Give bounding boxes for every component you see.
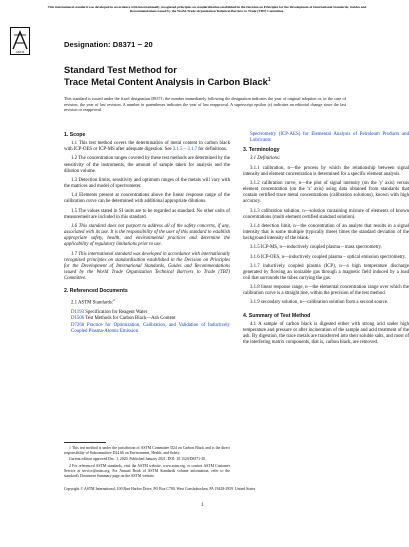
reference-d1193: D1193 Specification for Reagent Water	[71, 310, 148, 316]
paragraph-1-3: 1.3 Detection limits, sensitivity and optimum ranges of the metals will vary with the matrices and model of spectrometer.	[64, 177, 230, 190]
link-3-1-5[interactable]: 3.1.5 – 3.1.7	[172, 147, 198, 153]
left-column	[64, 132, 230, 335]
paragraph-1-7: 1.7 This international standard was developed in accordance with internationally recognized principles on standardization established in the Decision on Principles for the Development of International Standards, Guides and Recommendations issued by the World Trade Organization Technical Barriers to Trade (TBT) Committee.	[64, 251, 230, 282]
paragraph-1-5: 1.5 The values stated in SI units are to be regarded as standard. No other units of measurement are included in this standard.	[64, 208, 230, 220]
footnote-1: 1 This test method is under the jurisdiction of ASTM Committee D24 on Carbon Black and is the direct responsibility of Subcommittee D24.66 on Environment, Health, and Safety.	[64, 446, 230, 455]
definition-calibration-solution: 3.1.3 calibration solution, n—solution containing mixture of elements of known concentrations (multi element certified standard solution).	[243, 208, 409, 220]
section-heading-referenced-documents: 2. Referenced Documents	[64, 288, 128, 295]
paragraph-1-1: 1.1 This test method covers the determination of metal content in carbon black with ICP-OES or ICP-MS after adequate digestion. See 3.1.5 – 3.1.7 for definitions.	[64, 141, 230, 153]
footnote-1-edition: Current edition approved Dec. 1, 2020. Published January 2021. DOI: 10.1520/D8371-20.	[69, 457, 207, 462]
section-heading-scope: 1. Scope	[64, 132, 86, 138]
paragraph-1-6: 1.6 This standard does not purport to address all of the safety concerns, if any, associated with its use. It is the responsibility of the user of this standard to establish appropriate safety, health, and environmental practices and determine the applicability of regulatory limitations prior to use.	[64, 223, 230, 248]
link-d1193[interactable]: D1193	[71, 310, 85, 316]
definition-secondary-solution: 3.1.9 secondary solution, n—calibration solution from a second source.	[250, 300, 389, 306]
astm-logo	[10, 27, 30, 57]
footnote-divider	[64, 442, 106, 443]
page-number: 1	[201, 503, 204, 508]
title-line-2: Trace Metal Content Analysis in Carbon Black$^1$	[64, 76, 271, 88]
reference-d7260-continued[interactable]: Spectrometry (ICP-AES) for Elemental Analysis of Petroleum Products and Lubricants	[250, 132, 409, 144]
reference-d7260: D7260 Practice for Optimization, Calibration, and Validation of Inductively Coupled Plasma-Atomic Emission	[71, 322, 230, 334]
paragraph-1-2: 1.2 The concentration ranges covered by these test methods are determined by the sensitivity of the instruments, the amount of sample taken for analysis and the dilution volume.	[64, 156, 230, 174]
definition-calibration: 3.1.1 calibration, n—the process by which the relationship between signal intensity and element concentration is determined for a specific element analysis.	[243, 165, 409, 177]
document-title	[64, 64, 364, 87]
copyright-footer: Copyright © ASTM International, 100 Barr Harbor Drive, PO Box C700, West Conshohocken, PA 19428-2959. United States	[64, 487, 256, 491]
right-column	[243, 132, 409, 349]
designation: Designation: D8371 − 20	[64, 40, 153, 49]
title-line-1: Standard Test Method for	[64, 64, 177, 75]
issued-statement: This standard is issued under the fixed designation D8371; the number immediately following the designation indicates the year of original adoption or, in the case of revision, the year of last revision. A number in parentheses indicates the year of last reapproval. A superscript epsilon (ε) indicates an editorial change since the last revision or reapproval.	[64, 96, 346, 113]
section-heading-terminology: 3. Terminology	[243, 147, 280, 154]
definition-linear-response-range: 3.1.8 linear response range, n—the elemental concentration range over which the calibration curve is a straight line, within the precision of the test method.	[243, 285, 409, 297]
paragraph-4-1: 4.1 A sample of carbon black is digested either with strong acid under high temperature and pressure or after incineration of the sample and acid treatment of the ash. By digestion, the trace metals are transferred into their soluble salts, and most of the interfering matrix components, that is, carbon black, are removed.	[243, 321, 409, 346]
footnotes	[64, 442, 230, 480]
paragraph-1-4: 1.4 Elements present at concentrations above the linear response range of the calibration curve can be determined with additional appropriate dilutions.	[64, 193, 230, 205]
definition-icp-oes: 3.1.6 ICP-OES, n—inductively coupled plasma – optical emission spectrometry.	[250, 254, 407, 260]
definition-calibration-curve: 3.1.2 calibration curve, n—the plot of signal intensity (on the 'y' axis) versus element concentration (on the 'x' axis) using data obtained from standards that contain certified trace metal concentrations (calibration solutions), known with high accuracy.	[243, 180, 409, 205]
section-heading-summary: 4. Summary of Test Method	[243, 312, 311, 319]
paragraph-2-1: 2.1 ASTM Standards:$^2$	[71, 298, 115, 307]
definition-detection-limit: 3.1.4 detection limit, n—the concentration of an analyte that results in a signal intensity that is some multiple (typically three) times the standard deviation of the background intensity of the blank.	[243, 223, 409, 242]
footnote-2: 2 For referenced ASTM standards, visit the ASTM website, www.astm.org, or contact ASTM Customer Service at service@astm.org. For Annual Book of ASTM Standards volume information, refer to the standard's Document Summary page on the ASTM website.	[64, 463, 230, 478]
definition-icp: 3.1.7 inductively coupled plasma (ICP), n—a high temperature discharge generated by flowing an ionizable gas through a magnetic field induced by a load coil that surrounds the tubes carrying the gas.	[243, 263, 409, 281]
paragraph-3-1: 3.1 Definitions:	[250, 156, 281, 162]
tbt-notice: This international standard was developed in accordance with internationally recognized principles on standardization established in the Decision on Principles for the Development of International Standards, Guides and Recommendations issued by the World Trade Organization Technical Barriers to Trade (TBT) Committee.	[47, 5, 367, 14]
reference-d1506: D1506 Test Methods for Carbon Black—Ash Content	[71, 316, 176, 322]
svg-text:ASTM: ASTM	[15, 50, 25, 54]
link-d1506[interactable]: D1506	[71, 316, 85, 322]
definition-icp-ms: 3.1.5 ICP-MS, n—inductively coupled plasma – mass spectrometry.	[250, 245, 382, 251]
link-d7260[interactable]: D7260	[71, 322, 85, 328]
